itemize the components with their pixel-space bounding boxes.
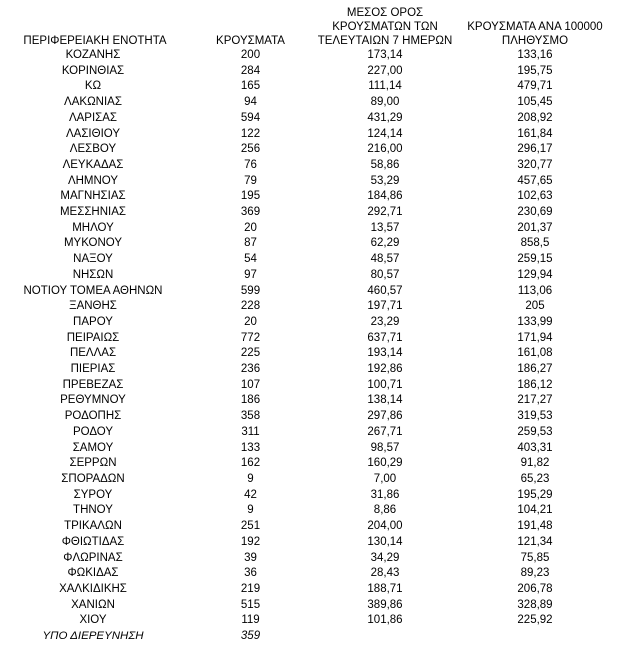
cell-per100k: 208,92 — [517, 111, 553, 124]
table-row — [0, 331, 615, 347]
cell-region: ΜΑΓΝΗΣΙΑΣ — [60, 190, 126, 203]
header-per100k — [455, 0, 615, 48]
cell-per100k: 105,45 — [517, 96, 553, 109]
cell-region: ΠΕΛΛΑΣ — [69, 347, 117, 360]
table-row — [0, 488, 615, 504]
cell-per100k: 320,77 — [517, 158, 553, 171]
cell-avg7: 173,14 — [367, 49, 403, 61]
cell-cases: 186 — [240, 394, 261, 407]
cell-avg7: 100,71 — [367, 378, 403, 391]
cell-per100k: 205 — [525, 300, 545, 313]
cell-per100k: 296,17 — [517, 143, 553, 156]
cell-region: ΧΑΝΙΩΝ — [71, 598, 115, 611]
footer-label: ΥΠΟ ΔΙΕΡΕΥΝΗΣΗ — [42, 630, 144, 643]
cell-per100k: 89,23 — [520, 567, 550, 580]
cell-per100k: 129,94 — [517, 268, 553, 281]
cell-avg7: 8,86 — [373, 504, 397, 517]
cell-per100k: 75,85 — [520, 551, 550, 564]
table-row — [0, 174, 615, 190]
cell-region: ΣΥΡΟΥ — [73, 488, 113, 501]
cell-avg7: 160,29 — [367, 457, 403, 470]
cell-cases: 9 — [247, 472, 254, 485]
table-row — [0, 111, 615, 127]
table-row — [0, 127, 615, 143]
cell-cases: 76 — [244, 158, 257, 171]
cell-per100k: 102,63 — [517, 190, 553, 203]
cell-cases: 122 — [240, 127, 261, 140]
cell-region: ΦΘΙΩΤΙΔΑΣ — [61, 535, 125, 548]
cell-per100k: 457,65 — [517, 174, 553, 187]
cell-avg7: 216,00 — [367, 143, 403, 156]
table-row — [0, 189, 615, 205]
cell-per100k: 186,27 — [517, 363, 553, 376]
cell-avg7: 130,14 — [367, 535, 403, 548]
table-row — [0, 393, 615, 409]
cell-region: ΜΥΚΟΝΟΥ — [63, 237, 123, 250]
cell-region: ΦΩΚΙΔΑΣ — [67, 567, 119, 580]
cell-avg7: 188,71 — [367, 582, 403, 595]
cell-cases: 228 — [240, 300, 261, 313]
table-row — [0, 315, 615, 331]
header-per100k-line2: ΠΛΗΘΥΣΜΟ — [501, 35, 569, 47]
cell-cases: 20 — [244, 221, 257, 234]
cell-per100k: 403,31 — [517, 441, 553, 454]
cell-cases: 200 — [240, 49, 261, 61]
cell-avg7: 267,71 — [367, 425, 403, 438]
header-cases: ΚΡΟΥΣΜΑΤΑ — [216, 35, 285, 47]
cell-avg7: 28,43 — [370, 567, 400, 580]
cell-region: ΡΕΘΥΜΝΟΥ — [60, 394, 126, 407]
table-row — [0, 362, 615, 378]
table-row — [0, 205, 615, 221]
cell-cases: 256 — [240, 143, 261, 156]
table-row — [0, 535, 615, 551]
cell-avg7: 431,29 — [367, 111, 403, 124]
cell-cases: 9 — [247, 504, 254, 517]
table-row — [0, 551, 615, 567]
cell-region: ΤΗΝΟΥ — [73, 504, 113, 517]
cell-avg7: 13,57 — [370, 221, 400, 234]
cell-cases: 165 — [240, 80, 261, 93]
cell-region: ΡΟΔΟΥ — [72, 425, 114, 438]
cell-avg7: 89,00 — [370, 96, 400, 109]
table-row — [0, 519, 615, 535]
cell-region: ΡΟΔΟΠΗΣ — [64, 410, 122, 423]
cell-region: ΝΗΣΩΝ — [72, 268, 114, 281]
cell-avg7: 98,57 — [370, 441, 400, 454]
cell-avg7: 204,00 — [367, 520, 403, 533]
cell-cases: 599 — [240, 284, 261, 297]
cell-cases: 79 — [244, 174, 257, 187]
cell-region: ΜΕΣΣΗΝΙΑΣ — [59, 206, 127, 219]
footer-row — [0, 629, 615, 645]
cell-region: ΦΛΩΡΙΝΑΣ — [63, 551, 123, 564]
cell-cases: 594 — [240, 111, 261, 124]
cell-avg7: 53,29 — [370, 174, 400, 187]
header-avg7 — [315, 0, 455, 48]
footer-cases: 359 — [240, 630, 261, 643]
cell-avg7: 138,14 — [367, 394, 403, 407]
cell-avg7: 7,00 — [373, 472, 397, 485]
cell-per100k: 328,89 — [517, 598, 553, 611]
cell-region: ΚΟΡΙΝΘΙΑΣ — [61, 64, 125, 77]
cell-avg7: 62,29 — [370, 237, 400, 250]
cell-cases: 162 — [240, 457, 261, 470]
cell-cases: 94 — [244, 96, 257, 109]
cell-per100k: 133,16 — [517, 49, 553, 61]
table-row — [0, 441, 615, 457]
cell-per100k: 161,08 — [517, 347, 553, 360]
cell-per100k: 479,71 — [517, 80, 553, 93]
cell-avg7: 197,71 — [367, 300, 403, 313]
cell-cases: 311 — [241, 425, 260, 438]
cell-avg7: 80,57 — [370, 268, 400, 281]
cell-cases: 42 — [244, 488, 257, 501]
cell-cases: 119 — [241, 614, 260, 627]
cell-region: ΤΡΙΚΑΛΩΝ — [64, 520, 122, 533]
header-avg7-line3: ΤΕΛΕΥΤΑΙΩΝ 7 ΗΜΕΡΩΝ — [317, 35, 453, 47]
cell-cases: 515 — [240, 598, 261, 611]
cell-avg7: 124,14 — [367, 127, 403, 140]
cell-cases: 54 — [244, 253, 257, 266]
cell-cases: 219 — [240, 582, 261, 595]
header-row — [0, 0, 615, 48]
cell-cases: 251 — [240, 520, 261, 533]
cell-region: ΣΠΟΡΑΔΩΝ — [61, 472, 125, 485]
cell-per100k: 121,34 — [517, 535, 553, 548]
cell-avg7: 34,29 — [370, 551, 400, 564]
cell-per100k: 161,84 — [517, 127, 553, 140]
cell-avg7: 297,86 — [367, 410, 403, 423]
cell-per100k: 259,15 — [517, 253, 553, 266]
cell-cases: 358 — [240, 410, 261, 423]
cell-per100k: 171,94 — [517, 331, 553, 344]
table-row — [0, 425, 615, 441]
cell-per100k: 133,99 — [517, 315, 553, 328]
cell-region: ΠΑΡΟΥ — [73, 315, 113, 328]
cell-per100k: 319,53 — [517, 410, 553, 423]
cell-avg7: 637,71 — [367, 331, 403, 344]
cell-region: ΞΑΝΘΗΣ — [69, 300, 117, 313]
cell-region: ΠΡΕΒΕΖΑΣ — [62, 378, 124, 391]
cell-cases: 36 — [244, 567, 257, 580]
cell-avg7: 192,86 — [367, 363, 403, 376]
table-row — [0, 299, 615, 315]
cell-per100k: 225,92 — [517, 614, 553, 627]
header-avg7-line2: ΚΡΟΥΣΜΑΤΩΝ ΤΩΝ — [332, 21, 438, 33]
table-row — [0, 472, 615, 488]
cell-cases: 284 — [240, 64, 261, 77]
cell-region: ΠΙΕΡΙΑΣ — [70, 363, 116, 376]
table-row — [0, 48, 615, 64]
table-row — [0, 268, 615, 284]
cell-cases: 236 — [240, 363, 261, 376]
table-row — [0, 503, 615, 519]
table-row — [0, 79, 615, 95]
cell-avg7: 389,86 — [367, 598, 403, 611]
table-body — [0, 48, 615, 629]
cell-region: ΠΕΙΡΑΙΩΣ — [66, 331, 120, 344]
cell-region: ΝΑΞΟΥ — [73, 253, 113, 266]
cell-per100k: 191,48 — [517, 520, 553, 533]
table-row — [0, 582, 615, 598]
table-row — [0, 236, 615, 252]
table-row — [0, 613, 615, 629]
table-header — [0, 0, 615, 48]
cell-per100k: 195,29 — [517, 488, 553, 501]
cell-per100k: 230,69 — [517, 206, 553, 219]
cell-cases: 225 — [240, 347, 261, 360]
cell-per100k: 91,82 — [520, 457, 550, 470]
cell-per100k: 65,23 — [520, 472, 550, 485]
cell-region: ΚΟΖΑΝΗΣ — [65, 49, 121, 61]
cell-region: ΧΙΟΥ — [79, 614, 107, 627]
cell-cases: 772 — [240, 331, 261, 344]
cell-avg7: 23,29 — [370, 315, 400, 328]
table-row — [0, 95, 615, 111]
cell-cases: 20 — [244, 315, 257, 328]
cell-region: ΛΗΜΝΟΥ — [67, 174, 119, 187]
cell-region: ΛΕΥΚΑΔΑΣ — [62, 158, 124, 171]
cell-cases: 39 — [244, 551, 257, 564]
cell-region: ΧΑΛΚΙΔΙΚΗΣ — [59, 582, 127, 595]
cell-cases: 369 — [240, 206, 261, 219]
cell-avg7: 58,86 — [370, 158, 400, 171]
cell-region: ΝΟΤΙΟΥ ΤΟΜΕΑ ΑΘΗΝΩΝ — [23, 284, 163, 297]
cell-region: ΣΕΡΡΩΝ — [69, 457, 117, 470]
table-row — [0, 456, 615, 472]
table-row — [0, 598, 615, 614]
cell-cases: 97 — [244, 268, 257, 281]
cell-region: ΛΑΚΩΝΙΑΣ — [64, 96, 122, 109]
table-row — [0, 409, 615, 425]
footer-empty-avg — [315, 629, 455, 645]
footer-empty-per100k — [455, 629, 615, 645]
cell-cases: 195 — [240, 190, 261, 203]
cell-avg7: 460,57 — [367, 284, 403, 297]
cell-per100k: 206,78 — [517, 582, 553, 595]
header-per100k-line1: ΚΡΟΥΣΜΑΤΑ ΑΝΑ 100000 — [467, 21, 603, 33]
cell-region: ΚΩ — [84, 80, 102, 93]
cell-region: ΛΑΣΙΘΙΟΥ — [65, 127, 121, 140]
header-avg7-line1: ΜΕΣΟΣ ΟΡΟΣ — [346, 7, 424, 19]
cell-avg7: 193,14 — [367, 347, 403, 360]
cell-avg7: 31,86 — [370, 488, 400, 501]
table-row — [0, 142, 615, 158]
cell-per100k: 201,37 — [517, 221, 553, 234]
cell-avg7: 184,86 — [367, 190, 403, 203]
cell-per100k: 113,06 — [517, 284, 553, 297]
cell-avg7: 48,57 — [370, 253, 400, 266]
cell-per100k: 858,5 — [520, 237, 550, 250]
table-row — [0, 64, 615, 80]
table-row — [0, 221, 615, 237]
cell-avg7: 111,14 — [368, 80, 402, 93]
table-row — [0, 284, 615, 300]
cell-per100k: 186,12 — [517, 378, 553, 391]
cell-per100k: 104,21 — [517, 504, 553, 517]
cell-cases: 133 — [240, 441, 261, 454]
cell-per100k: 195,75 — [517, 64, 553, 77]
table-row — [0, 158, 615, 174]
cell-avg7: 292,71 — [367, 206, 403, 219]
cell-region: ΣΑΜΟΥ — [72, 441, 114, 454]
table-row — [0, 566, 615, 582]
cell-per100k: 259,53 — [517, 425, 553, 438]
header-region: ΠΕΡΙΦΕΡΕΙΑΚΗ ΕΝΟΤΗΤΑ — [23, 35, 167, 47]
cell-cases: 107 — [240, 378, 261, 391]
cell-region: ΛΕΣΒΟΥ — [69, 143, 117, 156]
cell-cases: 87 — [244, 237, 257, 250]
table-row — [0, 252, 615, 268]
table-row — [0, 378, 615, 394]
cell-cases: 192 — [240, 535, 261, 548]
cell-region: ΜΗΛΟΥ — [72, 221, 114, 234]
table-row — [0, 346, 615, 362]
table-footer — [0, 629, 615, 645]
cell-avg7: 227,00 — [367, 64, 403, 77]
cell-avg7: 101,86 — [367, 614, 403, 627]
cell-region: ΛΑΡΙΣΑΣ — [68, 111, 118, 124]
cell-per100k: 217,27 — [517, 394, 553, 407]
